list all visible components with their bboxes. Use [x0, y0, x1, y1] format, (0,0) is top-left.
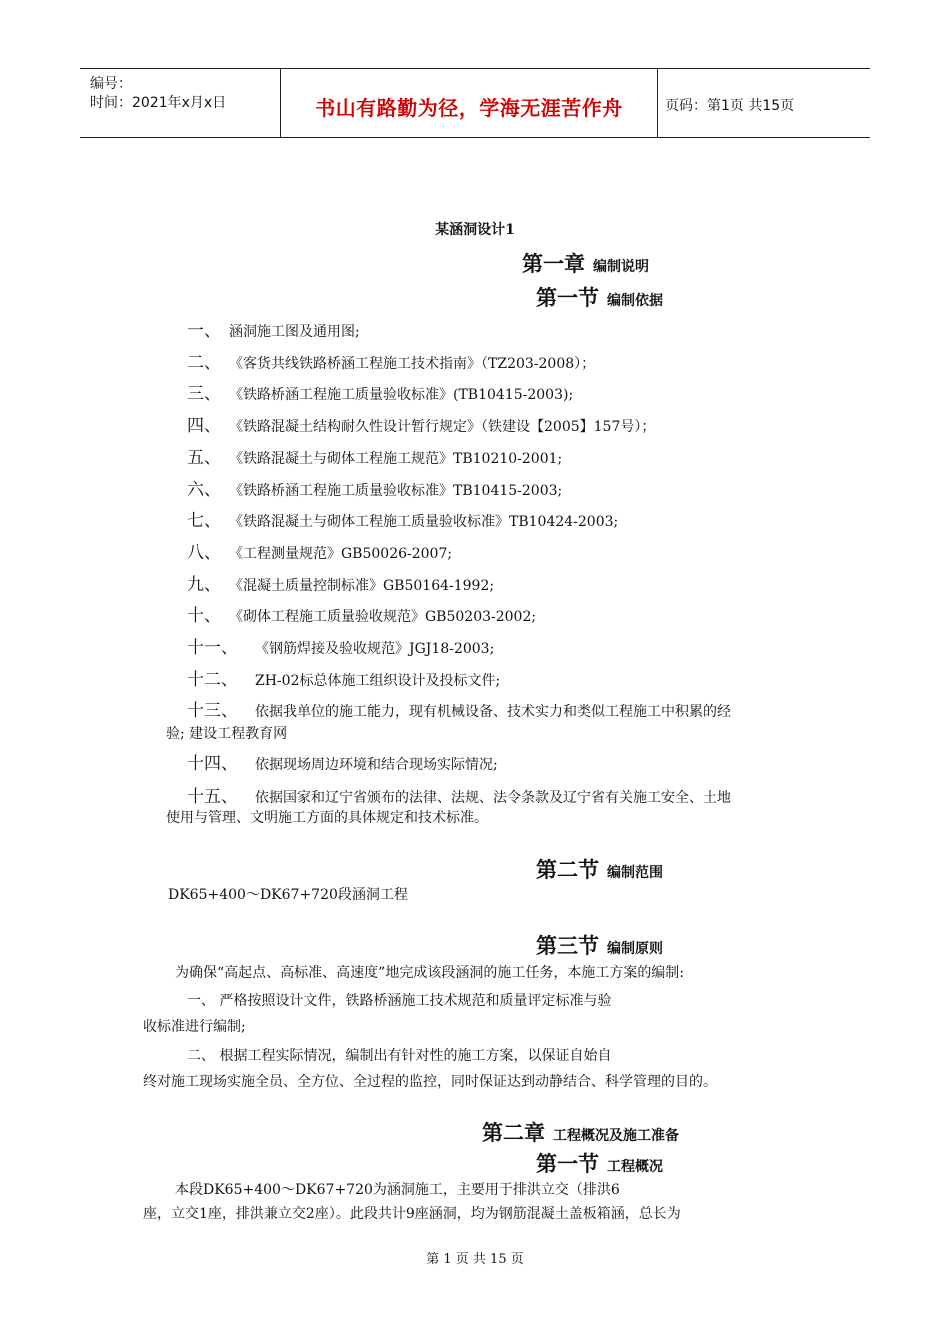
- overview-text: 本段DK65+400～DK67+720为涵洞施工，主要用于排洪立交（排洪6: [175, 1182, 620, 1198]
- list-item: 三、 《铁路桥涵工程施工质量验收标准》(TB10415-2003);: [187, 384, 574, 404]
- chapter-2-heading: [482, 1117, 679, 1147]
- overview-text-continuation: 座，立交1座，排洪兼立交2座）。此段共计9座涵洞，均为钢筋混凝土盖板箱涵，总长为: [143, 1206, 681, 1222]
- motto: 书山有路勤为径，学海无涯苦作舟: [315, 96, 623, 120]
- page-info: 页码：第1页 共15页: [665, 98, 795, 114]
- scope-text: DK65+400～DK67+720段涵洞工程: [168, 887, 408, 903]
- section-3-number: 第三节: [536, 933, 599, 958]
- list-item-continuation: 验; 建设工程教育网: [166, 726, 288, 742]
- list-item: 十二、 ZH-02标总体施工组织设计及投标文件;: [187, 670, 501, 690]
- list-item: 九、 《混凝土质量控制标准》GB50164-1992;: [187, 575, 495, 595]
- list-item: 十一、 《钢筋焊接及验收规范》JGJ18-2003;: [187, 638, 495, 658]
- section-2-title: 编制范围: [607, 865, 663, 881]
- list-item: 六、 《铁路桥涵工程施工质量验收标准》TB10415-2003;: [187, 480, 563, 500]
- section-2-number: 第二节: [536, 857, 599, 882]
- list-item: 十、 《砌体工程施工质量验收规范》GB50203-2002;: [187, 606, 537, 626]
- chapter-2-number: 第二章: [482, 1120, 545, 1145]
- principle-2-continuation: 终对施工现场实施全员、全方位、全过程的监控，同时保证达到动静结合、科学管理的目的。: [143, 1074, 717, 1090]
- list-item: 一、 涵洞施工图及通用图;: [187, 321, 360, 341]
- header-meta-cell: [80, 69, 280, 137]
- principle-intro: 为确保“高起点、高标准、高速度”地完成该段涵洞的施工任务，本施工方案的编制:: [175, 965, 685, 981]
- chapter-1-number: 第一章: [522, 251, 585, 276]
- chapter-1-heading: [522, 248, 649, 278]
- list-item: 十五、 依据国家和辽宁省颁布的法律、法规、法令条款及辽宁省有关施工安全、土地: [187, 787, 731, 807]
- serial-label: 编号：: [90, 76, 132, 92]
- list-item-continuation: 使用与管理、文明施工方面的具体规定和技术标准。: [166, 810, 488, 826]
- principle-2: 二、 根据工程实际情况，编制出有针对性的施工方案，以保证自始自: [187, 1048, 612, 1064]
- document-title: 某涵洞设计1: [435, 222, 515, 238]
- chapter-1-title: 编制说明: [593, 259, 649, 275]
- chapter-2-section-1-title: 工程概况: [607, 1159, 663, 1175]
- section-3-heading: [536, 930, 663, 960]
- header-page-cell: [657, 69, 870, 137]
- header-motto-cell: [280, 69, 658, 137]
- section-3-title: 编制原则: [607, 941, 663, 957]
- section-1-number: 第一节: [536, 285, 599, 310]
- principle-1-continuation: 收标准进行编制;: [143, 1019, 246, 1035]
- chapter-2-section-1-number: 第一节: [536, 1151, 599, 1176]
- list-item: 十四、 依据现场周边环境和结合现场实际情况;: [187, 754, 498, 774]
- chapter-2-section-1-heading: [536, 1148, 663, 1178]
- section-1-title: 编制依据: [607, 293, 663, 309]
- list-item: 二、 《客货共线铁路桥涵工程施工技术指南》（TZ203-2008）；: [187, 353, 596, 373]
- page-footer: 第 1 页 共 15 页: [426, 1252, 524, 1267]
- section-2-heading: [536, 854, 663, 884]
- page-header: [80, 68, 870, 138]
- list-item: 八、 《工程测量规范》GB50026-2007;: [187, 543, 453, 563]
- list-item: 十三、 依据我单位的施工能力，现有机械设备、技术实力和类似工程施工中积累的经: [187, 701, 731, 721]
- list-item: 四、 《铁路混凝土结构耐久性设计暂行规定》（铁建设【2005】157号）；: [187, 416, 656, 436]
- principle-1: 一、 严格按照设计文件，铁路桥涵施工技术规范和质量评定标准与验: [187, 993, 612, 1009]
- list-item: 七、 《铁路混凝土与砌体工程施工质量验收标准》TB10424-2003;: [187, 511, 619, 531]
- chapter-2-title: 工程概况及施工准备: [553, 1128, 679, 1144]
- list-item: 五、 《铁路混凝土与砌体工程施工规范》TB10210-2001;: [187, 448, 563, 468]
- date-label: 时间：2021年x月x日: [90, 95, 227, 111]
- section-1-heading: [536, 282, 663, 312]
